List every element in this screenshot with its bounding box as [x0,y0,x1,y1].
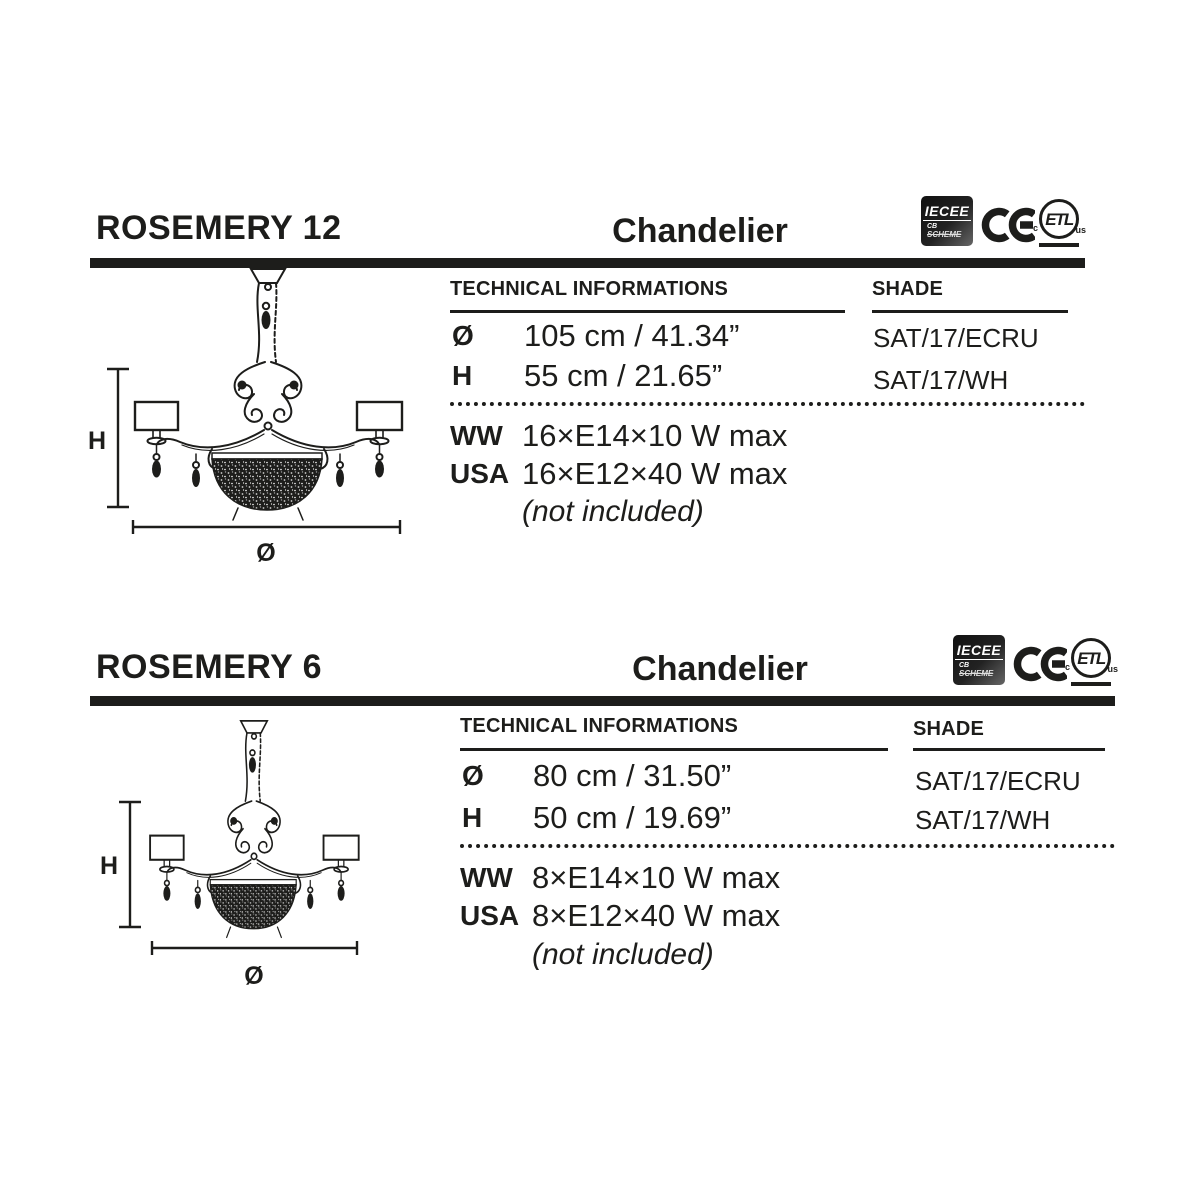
shade-option: SAT/17/ECRU [915,766,1081,796]
bulbs-not-included-note: (not included) [532,938,714,971]
dotted-separator [450,402,1085,406]
diameter-dimension-line [133,520,400,534]
height-dimension-label: H [88,427,107,455]
etl-ring [1039,199,1079,239]
etl-c-label: c [1065,662,1071,672]
diameter-key: Ø [452,320,474,351]
height-dimension-line [119,802,141,927]
height-key: H [462,802,483,833]
ce-mark-icon [979,205,1035,245]
iecee-cb-scheme-logo-icon [953,635,1005,685]
shade-option: SAT/17/WH [873,365,1009,395]
ww-key: WW [450,420,503,451]
etl-ring [1071,638,1111,678]
product-category: Chandelier [632,650,808,688]
usa-value: 16×E12×40 W max [522,456,788,491]
chandelier-diagram [80,706,440,1006]
technical-informations-header: TECHNICAL INFORMATIONS [450,278,729,300]
diameter-key: Ø [462,760,484,791]
iecee-title: IECEE [924,203,970,219]
diameter-dimension-label: Ø [256,539,276,567]
section-divider-bar [90,696,1115,706]
iecee-scheme: SCHEME [959,669,994,678]
height-key: H [452,360,473,391]
technical-header-rule [460,748,888,751]
ce-mark-icon [1011,644,1067,684]
diameter-dimension-line [152,941,357,955]
etl-monogram: ETL [1077,648,1105,668]
etl-underline [1071,682,1111,686]
height-dimension-label: H [100,852,119,880]
shade-header-rule [913,748,1105,751]
section-divider-bar [90,258,1085,268]
product-title: ROSEMERY 6 [96,648,323,686]
usa-key: USA [460,900,520,931]
iecee-cb-scheme-logo-icon [921,196,973,246]
shade-header: SHADE [913,718,985,740]
shade-option: SAT/17/ECRU [873,323,1039,353]
technical-header-rule [450,310,845,313]
technical-informations-header: TECHNICAL INFORMATIONS [460,715,739,737]
etl-monogram: ETL [1045,209,1073,229]
etl-underline [1039,243,1079,247]
bulbs-not-included-note: (not included) [522,495,704,528]
shade-header: SHADE [872,278,944,300]
chandelier-diagram [80,268,440,568]
etl-c-label: c [1033,223,1039,233]
usa-key: USA [450,458,510,489]
shade-option: SAT/17/WH [915,805,1051,835]
iecee-cb: CB [927,223,938,230]
etl-listed-mark-icon [1065,636,1118,690]
ww-value: 8×E14×10 W max [532,860,781,895]
usa-value: 8×E12×40 W max [532,898,781,933]
shade-header-rule [872,310,1068,313]
diameter-value: 80 cm / 31.50” [533,758,732,793]
height-value: 50 cm / 19.69” [533,800,732,835]
etl-listed-mark-icon [1033,197,1086,251]
height-value: 55 cm / 21.65” [524,358,723,393]
diameter-value: 105 cm / 41.34” [524,318,740,353]
product-title: ROSEMERY 12 [96,209,342,247]
height-dimension-line [107,369,129,507]
dotted-separator [460,844,1115,848]
product-category: Chandelier [612,212,788,250]
diameter-dimension-label: Ø [244,962,264,990]
ww-key: WW [460,862,513,893]
iecee-scheme: SCHEME [927,230,962,239]
ww-value: 16×E14×10 W max [522,418,788,453]
etl-us-label: us [1075,225,1086,235]
iecee-title: IECEE [956,642,1002,658]
etl-us-label: us [1107,664,1118,674]
iecee-cb: CB [959,662,970,669]
